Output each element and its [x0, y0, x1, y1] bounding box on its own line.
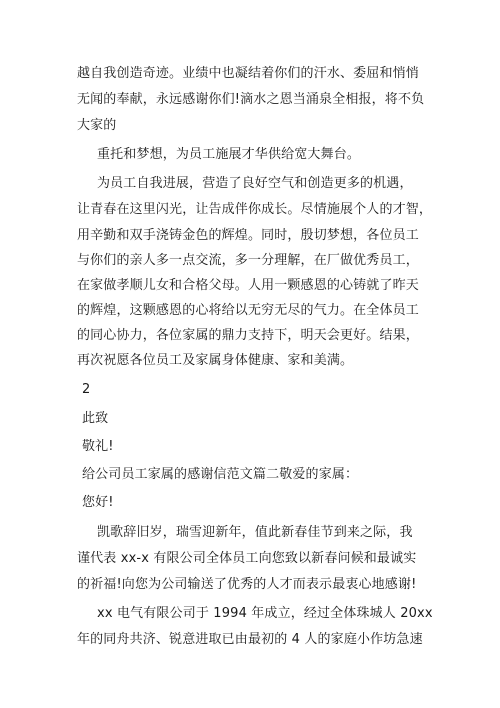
text-line: 在家做孝顺儿女和合格父母。人用一颗感恩的心铸就了昨天	[77, 278, 419, 293]
text-line: 越自我创造奇迹。业绩中也凝结着你们的汗水、委屈和悄悄	[77, 66, 419, 81]
text-line: 再次祝愿各位员工及家属身体健康、家和美满。	[77, 353, 354, 368]
text-line: 年的同舟共济、锐意进取已由最初的 4 人的家庭小作坊急速	[77, 632, 423, 647]
text-line: 用辛勤和双手浇铸金色的辉煌。同时，殷切梦想，各位员工	[77, 228, 419, 243]
text-line: 的祈福!向您为公司输送了优秀的人才而表示最衷心地感谢!	[77, 577, 417, 592]
text-line: 凯歌辞旧岁，瑞雪迎新年，值此新春佳节到来之际，我	[97, 525, 413, 540]
text-line: 与你们的亲人多一点交流，多一分理解，在厂做优秀员工，	[77, 253, 419, 268]
text-line: 为员工自我进展，营造了良好空气和创造更多的机遇，	[97, 176, 413, 191]
text-line: 的辉煌，这颗感恩的心将给以无穷无尽的气力。在全体员工	[77, 303, 419, 318]
text-line: 让青春在这里闪光，让告成伴你成长。尽情施展个人的才智，	[77, 202, 433, 217]
greeting: 您好!	[82, 495, 114, 510]
text-line: 重托和梦想，为员工施展才华供给宽大舞台。	[97, 147, 361, 162]
text-line: xx 电气有限公司于 1994 年成立，经过全体珠城人 20xx	[97, 606, 433, 621]
text-line: 无闻的奉献，永远感谢你们!滴水之恩当涌泉全相报，将不负	[77, 92, 425, 107]
text-line: 大家的	[77, 118, 117, 133]
text-line: 谨代表 xx-x 有限公司全体员工向您致以新春问候和最诚实	[77, 551, 417, 566]
text-line: 的同心协力，各位家属的鼎力支持下，明天会更好。结果，	[77, 328, 419, 343]
page-number: 2	[82, 382, 91, 397]
section-heading: 给公司员工家属的感谢信范文篇二敬爱的家属：	[82, 467, 359, 482]
closing-line: 敬礼!	[82, 439, 114, 454]
closing-line: 此致	[82, 411, 109, 426]
